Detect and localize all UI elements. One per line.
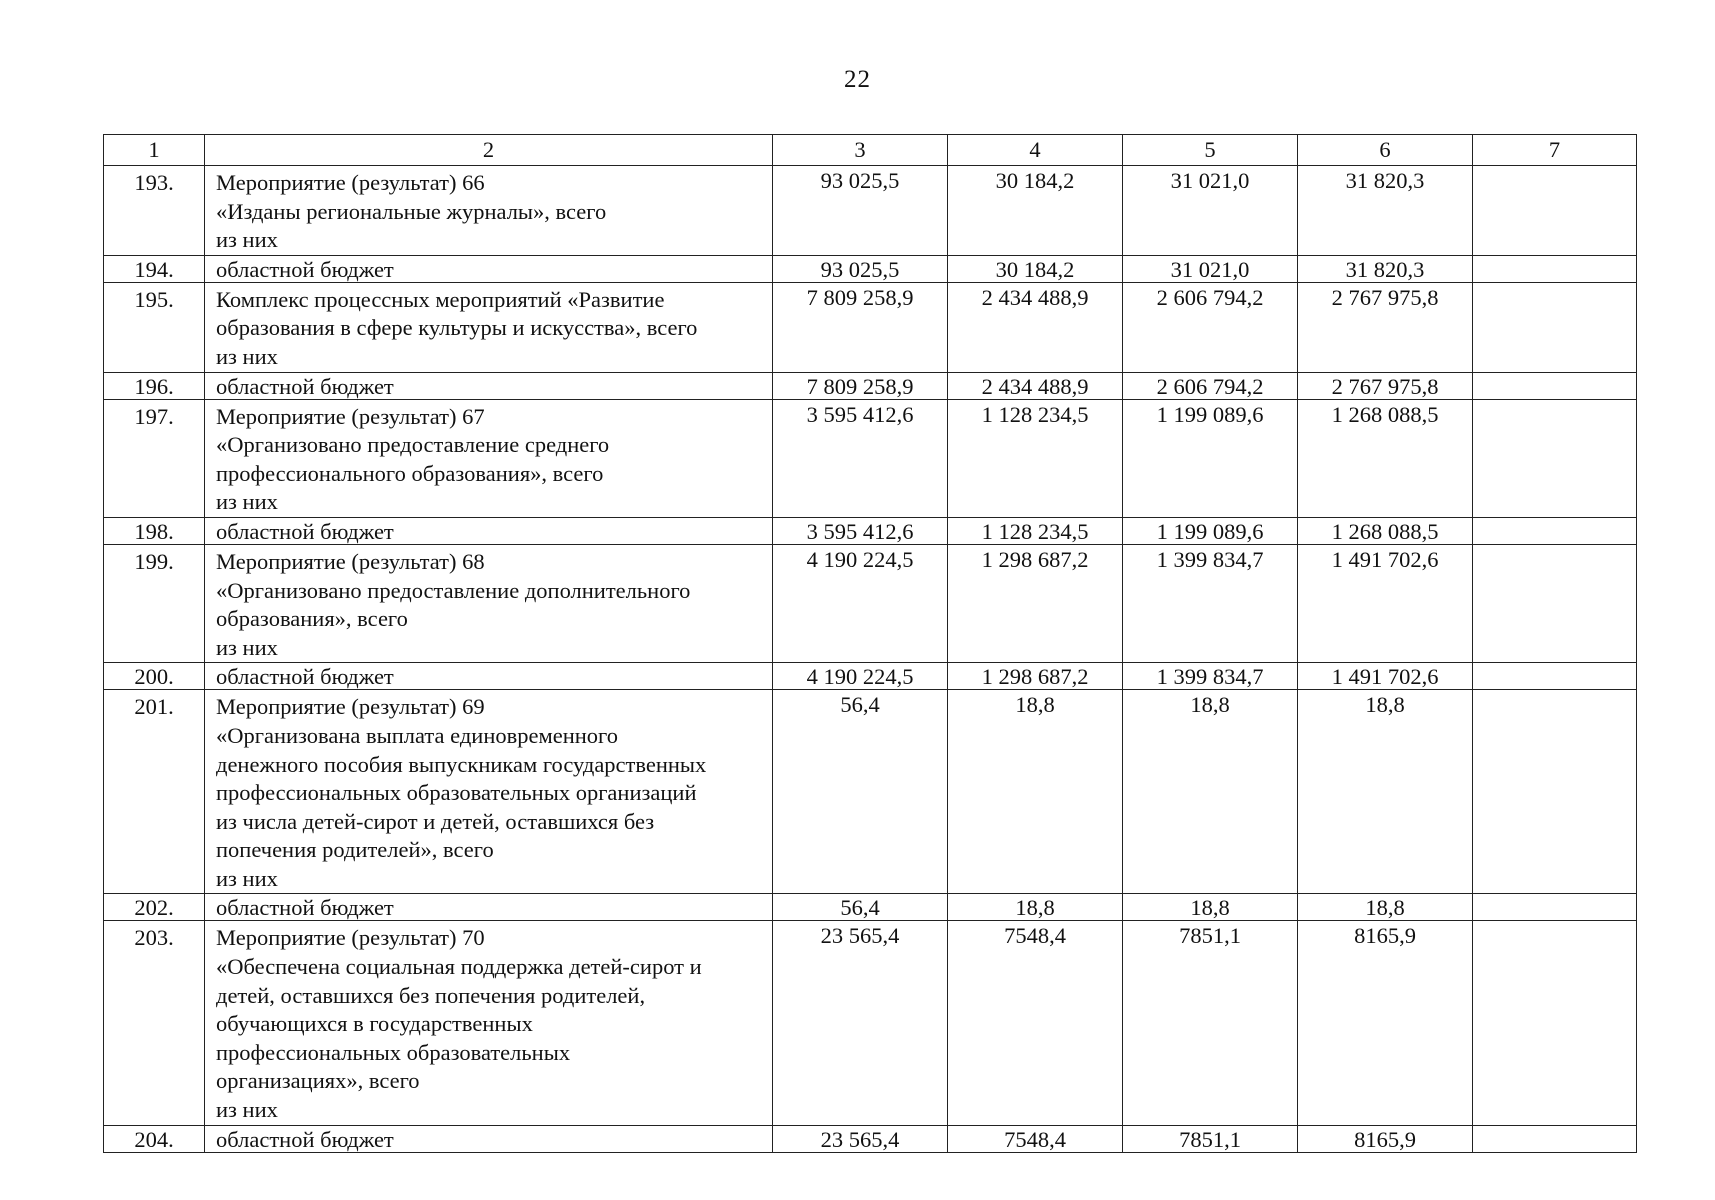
value-col-5: 1 199 089,6 [1123,399,1298,517]
row-number: 200. [104,663,205,690]
column-number: 3 [773,135,948,166]
value-col-3: 56,4 [773,690,948,894]
row-description: областной бюджет [205,894,773,921]
table-row [104,1125,1637,1152]
table-row [104,399,1637,517]
value-col-6: 18,8 [1298,894,1473,921]
value-col-6: 1 268 088,5 [1298,399,1473,517]
row-description: Мероприятие (результат) 69 «Организована выплата единовременного денежного пособия выпускникам государственных профессиональных образовательных организаций из числа детей-сирот и детей, оставшихся без попечения родителей», всего из них [205,690,773,894]
row-description: областной бюджет [205,517,773,544]
value-col-4: 18,8 [948,690,1123,894]
row-description: Мероприятие (результат) 68 «Организовано предоставление дополнительного образования», всего из них [205,544,773,662]
value-col-3: 23 565,4 [773,1125,948,1152]
value-col-6: 31 820,3 [1298,255,1473,282]
value-col-6: 2 767 975,8 [1298,372,1473,399]
value-col-7 [1473,517,1637,544]
row-number: 198. [104,517,205,544]
row-description: областной бюджет [205,663,773,690]
column-number-row [104,135,1637,166]
row-description: областной бюджет [205,255,773,282]
value-col-7 [1473,544,1637,662]
value-col-6: 8165,9 [1298,921,1473,1125]
column-number: 2 [205,135,773,166]
value-col-3: 93 025,5 [773,166,948,256]
value-col-4: 1 298 687,2 [948,544,1123,662]
table-row [104,690,1637,894]
value-col-6: 2 767 975,8 [1298,282,1473,372]
value-col-4: 30 184,2 [948,255,1123,282]
table-row [104,517,1637,544]
row-number: 204. [104,1125,205,1152]
row-number: 199. [104,544,205,662]
row-description: Комплекс процессных мероприятий «Развитие образования в сфере культуры и искусства», всего из них [205,282,773,372]
value-col-3: 23 565,4 [773,921,948,1125]
value-col-3: 4 190 224,5 [773,544,948,662]
value-col-5: 31 021,0 [1123,166,1298,256]
value-col-4: 1 298 687,2 [948,663,1123,690]
value-col-4: 18,8 [948,894,1123,921]
column-number: 7 [1473,135,1637,166]
value-col-3: 3 595 412,6 [773,517,948,544]
value-col-7 [1473,690,1637,894]
value-col-5: 18,8 [1123,690,1298,894]
value-col-5: 1 399 834,7 [1123,544,1298,662]
row-number: 203. [104,921,205,1125]
value-col-7 [1473,282,1637,372]
value-col-7 [1473,894,1637,921]
value-col-3: 7 809 258,9 [773,282,948,372]
value-col-6: 1 491 702,6 [1298,544,1473,662]
column-number: 5 [1123,135,1298,166]
value-col-5: 2 606 794,2 [1123,372,1298,399]
value-col-5: 7851,1 [1123,1125,1298,1152]
value-col-4: 7548,4 [948,1125,1123,1152]
column-number: 1 [104,135,205,166]
table-row [104,894,1637,921]
row-number: 196. [104,372,205,399]
value-col-7 [1473,372,1637,399]
value-col-5: 31 021,0 [1123,255,1298,282]
row-number: 195. [104,282,205,372]
value-col-5: 1 399 834,7 [1123,663,1298,690]
value-col-6: 8165,9 [1298,1125,1473,1152]
row-number: 202. [104,894,205,921]
value-col-4: 1 128 234,5 [948,399,1123,517]
column-number: 4 [948,135,1123,166]
table-row [104,372,1637,399]
value-col-7 [1473,399,1637,517]
value-col-3: 93 025,5 [773,255,948,282]
table-row [104,663,1637,690]
value-col-3: 56,4 [773,894,948,921]
value-col-3: 7 809 258,9 [773,372,948,399]
row-number: 201. [104,690,205,894]
row-description: Мероприятие (результат) 70 «Обеспечена социальная поддержка детей-сирот и детей, оставшихся без попечения родителей, обучающихся в государственных профессиональных образовательных организациях», всего из них [205,921,773,1125]
row-description: областной бюджет [205,372,773,399]
value-col-6: 18,8 [1298,690,1473,894]
value-col-7 [1473,255,1637,282]
value-col-3: 4 190 224,5 [773,663,948,690]
table-row [104,921,1637,1125]
row-number: 193. [104,166,205,256]
value-col-6: 1 491 702,6 [1298,663,1473,690]
value-col-5: 7851,1 [1123,921,1298,1125]
value-col-4: 2 434 488,9 [948,282,1123,372]
table-row [104,166,1637,256]
row-number: 197. [104,399,205,517]
value-col-5: 18,8 [1123,894,1298,921]
value-col-3: 3 595 412,6 [773,399,948,517]
value-col-4: 1 128 234,5 [948,517,1123,544]
budget-table [103,134,1637,1153]
value-col-5: 2 606 794,2 [1123,282,1298,372]
column-number: 6 [1298,135,1473,166]
value-col-7 [1473,663,1637,690]
table-row [104,282,1637,372]
row-description: Мероприятие (результат) 67 «Организовано предоставление среднего профессионального образования», всего из них [205,399,773,517]
value-col-6: 31 820,3 [1298,166,1473,256]
value-col-7 [1473,166,1637,256]
value-col-4: 7548,4 [948,921,1123,1125]
table-body [104,135,1637,1153]
value-col-5: 1 199 089,6 [1123,517,1298,544]
value-col-4: 2 434 488,9 [948,372,1123,399]
page-number: 22 [844,66,871,93]
value-col-7 [1473,921,1637,1125]
value-col-7 [1473,1125,1637,1152]
row-description: областной бюджет [205,1125,773,1152]
row-number: 194. [104,255,205,282]
value-col-6: 1 268 088,5 [1298,517,1473,544]
table-row [104,255,1637,282]
value-col-4: 30 184,2 [948,166,1123,256]
row-description: Мероприятие (результат) 66 «Изданы региональные журналы», всего из них [205,166,773,256]
table-row [104,544,1637,662]
